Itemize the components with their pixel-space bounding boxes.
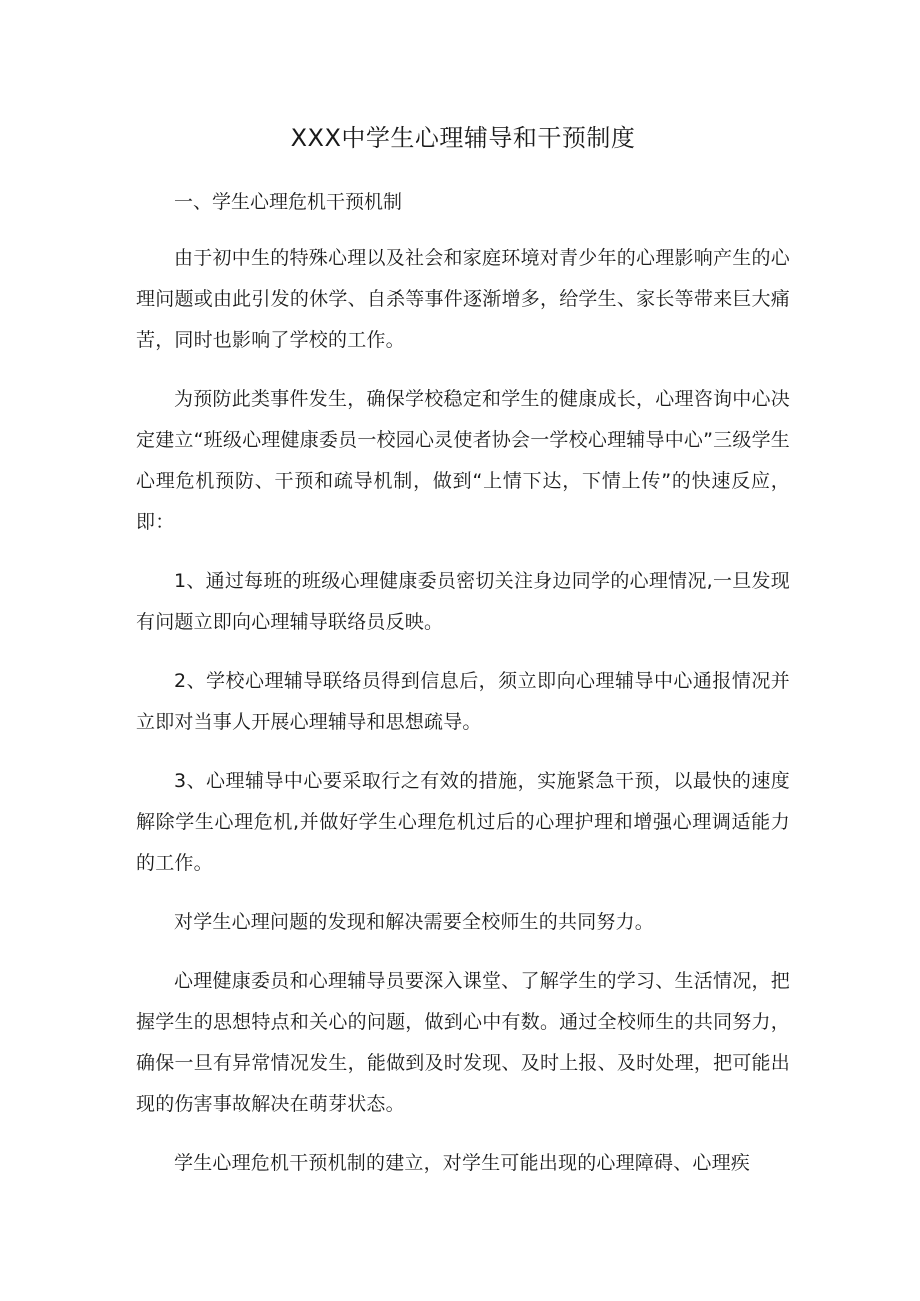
paragraph: 1、通过每班的班级心理健康委员密切关注身边同学的心理情况,一旦发现有问题立即向心理辅导联络员反映。 [136, 570, 790, 633]
paragraph: 对学生心理问题的发现和解决需要全校师生的共同努力。 [174, 911, 655, 933]
section-heading: 一、学生心理危机干预机制 [174, 191, 403, 213]
paragraph: 为预防此类事件发生，确保学校稳定和学生的健康成长，心理咨询中心决定建立“班级心理健康委员一校园心灵使者协会一学校心理辅导中心”三级学生心理危机预防、干预和疏导机制，做到“上情下达，下情上传”的快速反应，即： [136, 388, 790, 533]
paragraph: 学生心理危机干预机制的建立，对学生可能出现的心理障碍、心理疾 [174, 1152, 751, 1174]
document-title: XXX中学生心理辅导和干预制度 [290, 124, 636, 152]
paragraph: 由于初中生的特殊心理以及社会和家庭环境对青少年的心理影响产生的心理问题或由此引发的休学、自杀等事件逐渐增多，给学生、家长等带来巨大痛苦，同时也影响了学校的工作。 [136, 247, 790, 351]
paragraph: 2、学校心理辅导联络员得到信息后，须立即向心理辅导中心通报情况并立即对当事人开展心理辅导和思想疏导。 [136, 670, 790, 733]
paragraph: 3、心理辅导中心要采取行之有效的措施，实施紧急干预，以最快的速度解除学生心理危机,并做好学生心理危机过后的心理护理和增强心理调适能力的工作。 [136, 770, 790, 874]
paragraph: 心理健康委员和心理辅导员要深入课堂、了解学生的学习、生活情况，把握学生的思想特点和关心的问题，做到心中有数。通过全校师生的共同努力，确保一旦有异常情况发生，能做到及时发现、及时上报、及时处理，把可能出现的伤害事故解决在萌芽状态。 [136, 970, 790, 1115]
document-body [136, 118, 790, 1202]
